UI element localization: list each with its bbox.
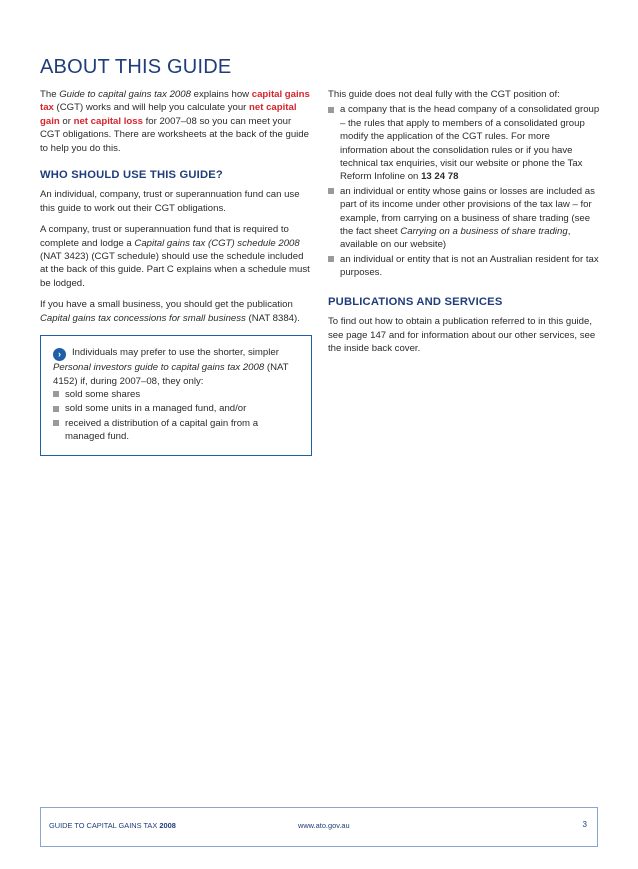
square-bullet-icon <box>53 391 59 397</box>
list-item <box>53 402 297 415</box>
square-bullet-icon <box>328 188 334 194</box>
intro-text: or <box>59 115 74 127</box>
not-dealt-intro: This guide does not deal fully with the CGT position of: <box>328 89 560 100</box>
note-line: Individuals may prefer to use the shorter, simpler <box>72 347 279 359</box>
who-paragraph-1: An individual, company, trust or superannuation fund can use this guide to work out their CGT obligations. <box>40 189 300 214</box>
intro-text: explains how <box>190 89 252 100</box>
page-title: ABOUT THIS GUIDE <box>40 56 232 78</box>
cgt-term: capital gains tax <box>40 89 310 114</box>
footer <box>40 807 598 847</box>
not-dealt-list <box>328 103 600 279</box>
footer-guide-label: GUIDE TO CAPITAL GAINS TAX <box>49 821 158 830</box>
footer-year: 2008 <box>159 821 176 830</box>
footer-url[interactable]: www.ato.gov.au <box>298 821 350 830</box>
who-paragraph-2 <box>40 223 312 290</box>
note-box <box>40 335 312 455</box>
list-item-text: sold some shares <box>65 388 141 400</box>
list-item-text: received a distribution of a capital gain from a managed fund. <box>65 417 259 443</box>
intro-text: The <box>40 89 60 100</box>
who-text: (NAT 8384). <box>245 312 300 324</box>
publications-paragraph: To find out how to obtain a publication referred to in this guide, see page 147 and for information about our other services, see the inside back cover. <box>328 316 596 354</box>
list-item-text: an individual or entity whose gains or losses are included as part of its income under other provisions of the tax law – for example, from carrying on a business of share trading (see the fact sheet <box>340 185 595 238</box>
who-text: A company, trust or superannuation fund that is required to complete and lodge a <box>40 224 289 249</box>
square-bullet-icon <box>328 256 334 262</box>
square-bullet-icon <box>53 406 59 412</box>
list-item-text: , available on our website) <box>340 226 571 251</box>
personal-investors-guide-title: Personal investors guide to capital gains tax 2008 <box>53 362 265 374</box>
note-line: (NAT 4152) if, during 2007–08, they only: <box>53 362 289 387</box>
chevron-right-icon: › <box>53 348 66 361</box>
note-list <box>53 388 297 444</box>
net-capital-loss-term: net capital loss <box>73 115 143 127</box>
list-item-text: an individual or entity that is not an Australian resident for tax purposes. <box>340 253 599 279</box>
list-item <box>53 417 297 444</box>
infoline-phone: 13 24 78 <box>421 171 459 183</box>
footer-guide-name <box>49 821 176 830</box>
list-item-text: a company that is the head company of a consolidated group – the rules that apply to members of a consolidated group modify the application of the CGT rules. For more information about the consolidation rules or if you have technical tax enquiries, visit our website or phone the Tax Reform Infoline on <box>340 104 600 183</box>
fact-sheet-title: Carrying on a business of share trading <box>400 226 568 238</box>
list-item <box>328 185 600 252</box>
who-paragraph-3 <box>40 298 312 325</box>
list-item <box>328 103 600 183</box>
small-business-title: Capital gains tax concessions for small business <box>40 312 246 324</box>
list-item <box>53 388 297 401</box>
list-item-text: sold some units in a managed fund, and/or <box>65 403 247 415</box>
square-bullet-icon <box>53 420 59 426</box>
list-item <box>328 253 600 280</box>
intro-paragraph <box>40 88 312 155</box>
net-capital-gain-term: net capital gain <box>40 102 297 127</box>
square-bullet-icon <box>328 107 334 113</box>
note-text <box>53 346 297 388</box>
guide-title: Guide to capital gains tax 2008 <box>59 89 191 100</box>
page-number: 3 <box>582 820 587 829</box>
publications-heading: PUBLICATIONS AND SERVICES <box>328 295 503 308</box>
cgt-schedule-title: Capital gains tax (CGT) schedule 2008 <box>134 237 300 249</box>
who-text: If you have a small business, you should get the publication <box>40 299 293 311</box>
intro-text: for 2007–08 so you can meet your CGT obligations. There are worksheets at the back of the guide to help you do this. <box>40 115 309 154</box>
right-column <box>328 88 600 363</box>
intro-text: (CGT) works and will help you calculate your <box>53 102 250 114</box>
who-heading: WHO SHOULD USE THIS GUIDE? <box>40 169 223 182</box>
left-column <box>40 88 312 456</box>
who-text: (NAT 3423) (CGT schedule) should use the schedule included at the back of this guide. Part C explains when a schedule must be lodged. <box>40 251 310 289</box>
